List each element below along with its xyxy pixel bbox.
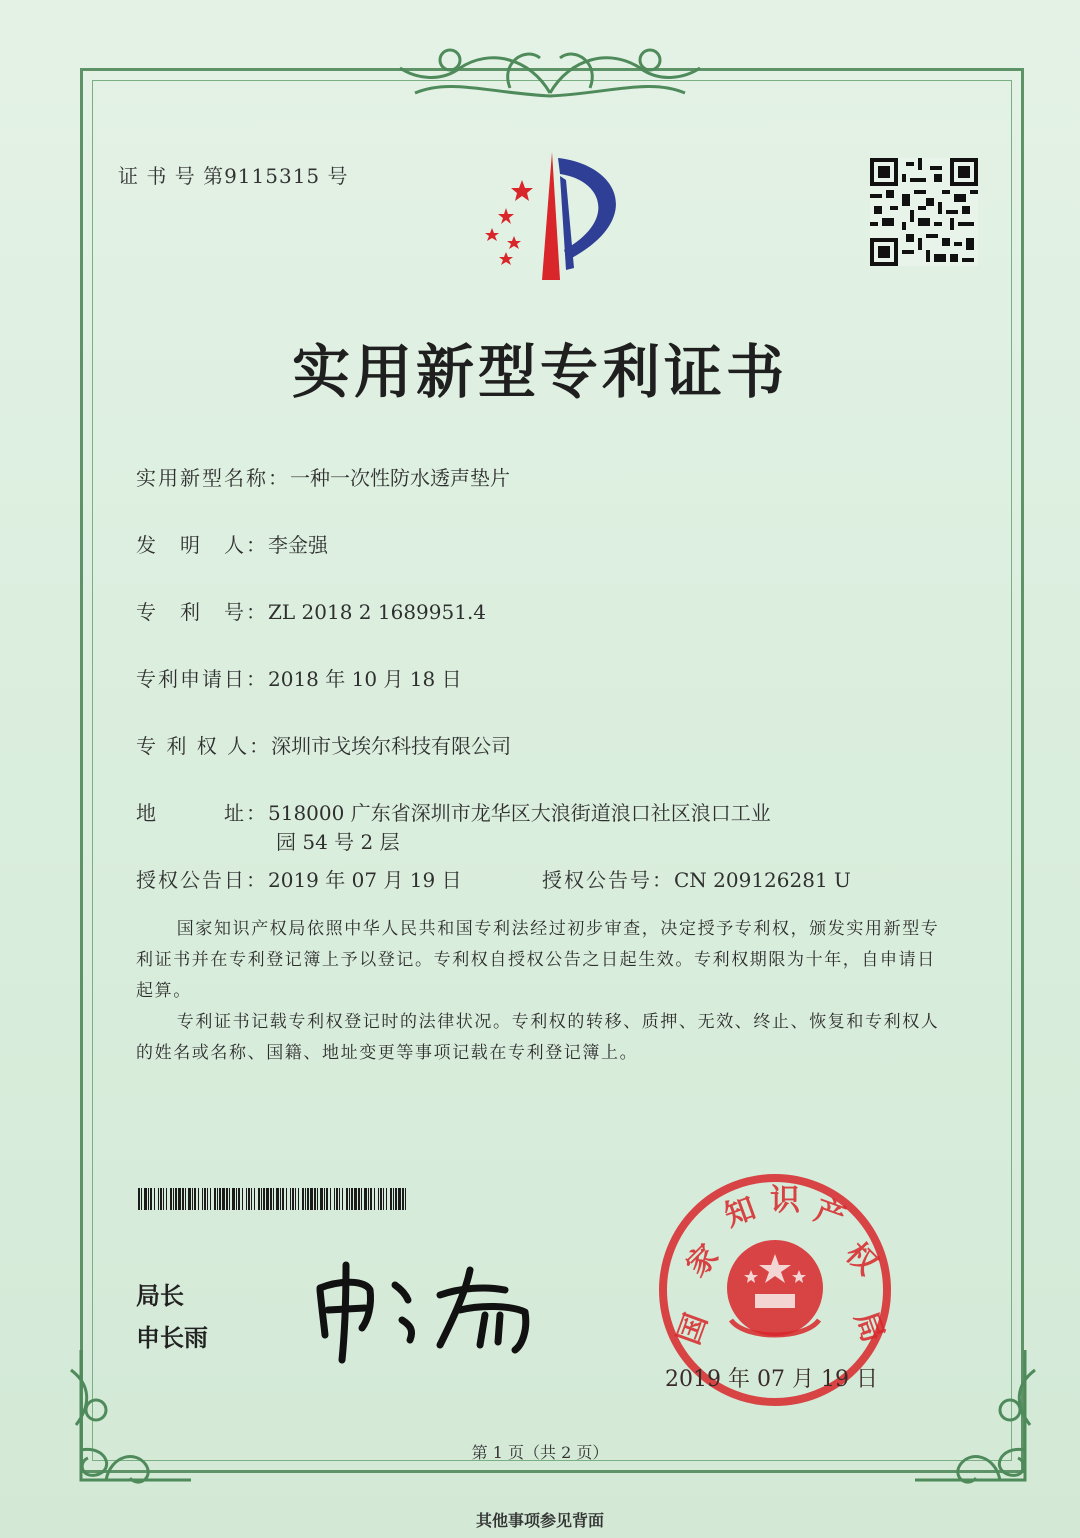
page-indicator: 第 1 页（共 2 页） (471, 1443, 609, 1462)
svg-text:识: 识 (770, 1183, 800, 1218)
patentee-label: 专 利 权 人： (136, 734, 272, 758)
patent-number-label: 专 利 号： (136, 600, 268, 624)
svg-text:国: 国 (671, 1309, 715, 1350)
grant-number-value: CN 209126281 U (674, 868, 851, 892)
utility-model-name-label: 实用新型名称： (136, 466, 290, 490)
grant-date-value: 2019 年 07 月 19 日 (268, 868, 462, 892)
director-signature-icon (310, 1250, 550, 1370)
grant-number-label: 授权公告号： (542, 868, 674, 892)
address-label: 地 址： (136, 801, 268, 825)
svg-text:知: 知 (720, 1190, 761, 1235)
qr-code-icon (870, 158, 978, 266)
filing-date-value: 2018 年 10 月 18 日 (268, 667, 462, 691)
legal-paragraph-2: 专利证书记载专利权登记时的法律状况。专利权的转移、质押、无效、终止、恢复和专利权人的姓名或名称、国籍、地址变更等事项记载在专利登记簿上。 (136, 1012, 940, 1063)
patentee-row (136, 730, 511, 759)
filing-date-row (136, 663, 462, 692)
patentee-value: 深圳市戈埃尔科技有限公司 (271, 734, 512, 758)
inventor-value: 李金强 (268, 533, 328, 557)
legal-text (136, 914, 948, 1069)
inventor-row (136, 529, 328, 558)
certificate-number: 证 书 号 第9115315 号 (118, 164, 349, 188)
svg-text:家: 家 (679, 1238, 726, 1285)
legal-paragraph-1: 国家知识产权局依照中华人民共和国专利法经过初步审查，决定授予专利权，颁发实用新型专利证书并在专利登记簿上予以登记。专利权自授权公告之日起生效。专利权期限为十年，自申请日起算。 (136, 919, 940, 1001)
address-row (136, 797, 771, 826)
director-title: 局长 (136, 1282, 184, 1310)
bottom-left-ornament-icon (66, 1350, 196, 1500)
patent-number-value: ZL 2018 2 1689951.4 (268, 600, 487, 624)
grant-date-row (136, 864, 462, 893)
svg-text:产: 产 (809, 1192, 850, 1237)
certificate-title: 实用新型专利证书 (291, 338, 788, 406)
cnipa-logo-icon (470, 150, 640, 285)
bottom-note: 其他事项参见背面 (475, 1511, 604, 1530)
address-line-1: 518000 广东省深圳市龙华区大浪街道浪口社区浪口工业 (268, 801, 771, 825)
filing-date-label: 专利申请日： (136, 667, 268, 691)
address-line-2: 园 54 号 2 层 (276, 830, 400, 854)
top-ornament-icon (390, 38, 710, 100)
barcode-icon (138, 1188, 408, 1210)
director-name: 申长雨 (136, 1324, 208, 1352)
utility-model-name-value: 一种一次性防水透声垫片 (290, 466, 510, 490)
svg-text:权: 权 (838, 1236, 885, 1283)
svg-text:局: 局 (847, 1307, 891, 1348)
grant-date-label: 授权公告日： (136, 868, 268, 892)
bottom-right-ornament-icon (910, 1350, 1040, 1500)
grant-number-row (542, 864, 851, 893)
patent-number-row (136, 596, 486, 625)
inventor-label: 发 明 人： (136, 533, 268, 557)
seal-date: 2019 年 07 月 19 日 (665, 1367, 878, 1392)
utility-model-name-row (136, 462, 510, 491)
